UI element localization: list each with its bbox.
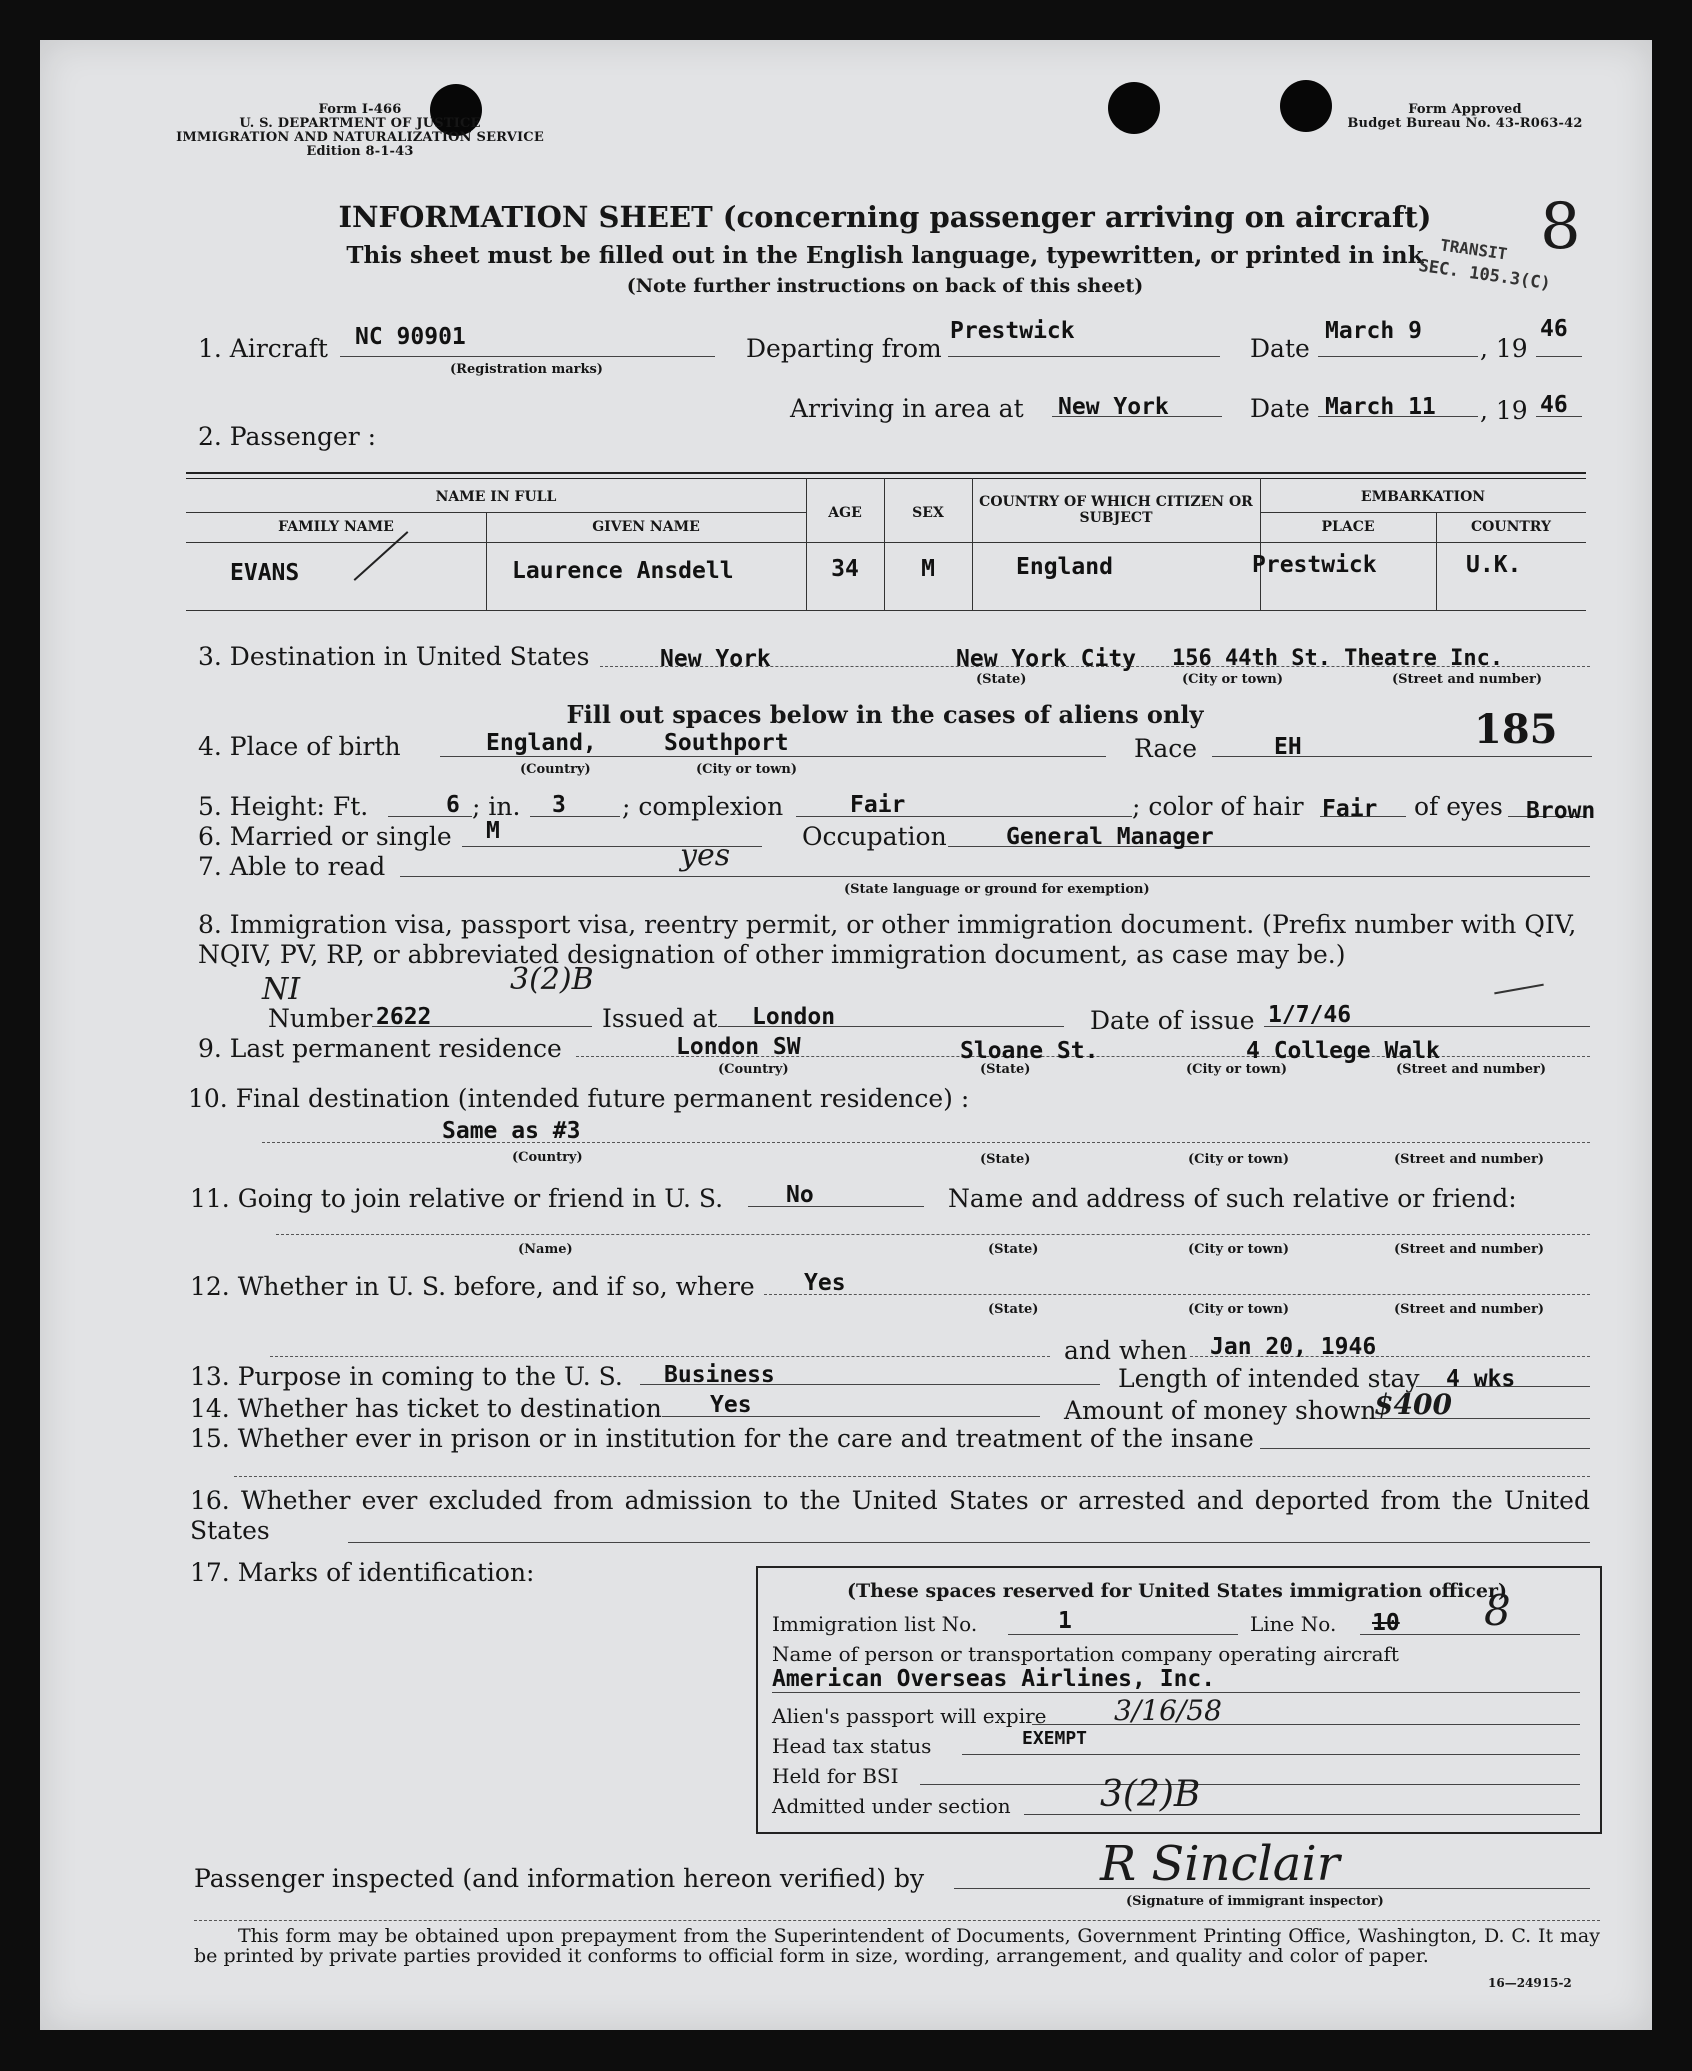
arrival-date-label: Date [1250, 394, 1310, 423]
relative-sub-state: (State) [988, 1242, 1039, 1257]
read-value[interactable]: yes [680, 838, 731, 873]
arrival-date[interactable]: March 11 [1325, 394, 1436, 420]
height-in-label: ; in. [472, 792, 521, 821]
prison-label: 15. Whether ever in prison or in institution for the care and treatment of the insane [190, 1424, 1254, 1453]
final-sub-street: (Street and number) [1394, 1152, 1544, 1167]
company-label: Name of person or transportation company operating aircraft [772, 1642, 1399, 1666]
name-in-full-header: NAME IN FULL [435, 489, 557, 505]
final-sub-city: (City or town) [1188, 1152, 1290, 1167]
aircraft-label: 1. Aircraft [198, 334, 328, 363]
given-name[interactable]: Laurence Ansdell [512, 558, 734, 584]
issue-date-label: Date of issue [1090, 1006, 1255, 1035]
aircraft-value[interactable]: NC 90901 [355, 324, 466, 350]
officer-title: (These spaces reserved for United States immigration officer) [847, 1580, 1507, 1602]
when-value[interactable]: Jan 20, 1946 [1210, 1334, 1377, 1360]
edition: Edition 8-1-43 [306, 144, 414, 159]
height-label: 5. Height: Ft. [198, 792, 369, 821]
age[interactable]: 34 [831, 556, 859, 582]
list-value[interactable]: 1 [1058, 1608, 1072, 1634]
form-approved: Form Approved [1408, 102, 1522, 117]
marks-label: 17. Marks of identification: [190, 1558, 535, 1587]
year-prefix: , 19 [1480, 334, 1528, 363]
tax-label: Head tax status [772, 1734, 932, 1758]
purpose-label: 13. Purpose in coming to the U. S. [190, 1362, 623, 1391]
given-name-header: GIVEN NAME [592, 519, 700, 535]
line-value[interactable]: 8 [1484, 1586, 1511, 1635]
visa-label: 8. Immigration visa, passport visa, reentry permit, or other immigration document. (Prefix number with QIV, NQIV, PV, RP, or abbreviated designation of other immigration document, as case may be.) [198, 910, 1577, 969]
visa-prefix: NI [262, 972, 301, 1007]
money-label: Amount of money shown [1064, 1396, 1377, 1425]
married-label: 6. Married or single [198, 822, 452, 851]
height-in[interactable]: 3 [552, 792, 566, 818]
citizen-of[interactable]: England [1016, 554, 1113, 580]
arriving-value[interactable]: New York [1058, 394, 1169, 420]
when-label: and when [1064, 1336, 1188, 1365]
sub-city: (City or town) [1182, 672, 1284, 687]
tax-value[interactable]: EXEMPT [1022, 1728, 1088, 1749]
registration-sublabel: (Registration marks) [450, 362, 603, 377]
passenger-label: 2. Passenger : [198, 422, 377, 451]
footer-code: 16—24915-2 [1488, 1976, 1572, 1990]
destination-label: 3. Destination in United States [198, 642, 590, 671]
residence-label: 9. Last permanent residence [198, 1034, 562, 1063]
issued-at[interactable]: London [752, 1004, 836, 1030]
bsi-label: Held for BSI [772, 1764, 899, 1788]
read-sub: (State language or ground for exemption) [844, 882, 1150, 897]
section-stamp: SEC. 105.3(C) [1417, 255, 1552, 295]
transit-stamp: TRANSIT [1439, 235, 1509, 264]
departing-value[interactable]: Prestwick [950, 318, 1075, 344]
race-value[interactable]: EH [1274, 734, 1302, 760]
residence-state[interactable]: Sloane St. [960, 1038, 1099, 1064]
final-destination-label: 10. Final destination (intended future permanent residence) : [188, 1084, 970, 1113]
residence-sub-country: (Country) [718, 1062, 789, 1077]
occupation[interactable]: General Manager [1006, 824, 1214, 850]
arrival-year-prefix: , 19 [1480, 396, 1528, 425]
birth-sub-country: (Country) [520, 762, 591, 777]
admitted-label: Admitted under section [772, 1794, 1011, 1818]
passport-value[interactable]: 3/16/58 [1114, 1694, 1222, 1727]
footer-text: This form may be obtained upon prepayment from the Superintendent of Documents, Government Printing Office, Washington, D. C. It may be printed by private parties provided it conforms to official form in size, wording, arrangement, and quality and color of paper. [194, 1925, 1600, 1967]
us-before-label: 12. Whether in U. S. before, and if so, where [190, 1272, 755, 1301]
birth-city[interactable]: Southport [664, 730, 789, 756]
visa-section: 3(2)B [510, 962, 594, 997]
eyes[interactable]: Brown [1526, 798, 1596, 824]
citizen-header: COUNTRY OF WHICH CITIZEN OR SUBJECT [979, 494, 1253, 526]
company-value[interactable]: American Overseas Airlines, Inc. [772, 1666, 1216, 1692]
relative-name-label: Name and address of such relative or friend: [948, 1184, 1517, 1213]
sub-street: (Street and number) [1392, 672, 1542, 687]
ticket-value[interactable]: Yes [710, 1392, 752, 1418]
relative-sub-name: (Name) [518, 1242, 573, 1257]
visa-number-label: Number [268, 1004, 373, 1033]
race-code: 185 [1474, 706, 1558, 753]
form-note: (Note further instructions on back of this sheet) [626, 275, 1144, 297]
birth-label: 4. Place of birth [198, 732, 401, 761]
join-relative-value[interactable]: No [786, 1182, 814, 1208]
eyes-label: of eyes [1414, 792, 1503, 821]
issued-label: Issued at [602, 1004, 718, 1033]
join-relative-label: 11. Going to join relative or friend in U. S. [190, 1184, 724, 1213]
relative-sub-street: (Street and number) [1394, 1242, 1544, 1257]
married-value[interactable]: M [486, 818, 500, 844]
final-destination-value[interactable]: Same as #3 [442, 1118, 581, 1144]
destination-city[interactable]: New York City [956, 646, 1137, 672]
residence-country[interactable]: London SW [676, 1034, 801, 1060]
relative-sub-city: (City or town) [1188, 1242, 1290, 1257]
destination-state[interactable]: New York [660, 646, 771, 672]
list-label: Immigration list No. [772, 1612, 978, 1636]
department: U. S. DEPARTMENT OF JUSTICE [239, 116, 481, 131]
complexion[interactable]: Fair [850, 792, 906, 818]
issue-date[interactable]: 1/7/46 [1268, 1002, 1352, 1028]
embark-country[interactable]: U.K. [1466, 552, 1522, 578]
form-subtitle: This sheet must be filled out in the English language, typewritten, or printed in ink [346, 242, 1424, 269]
service: IMMIGRATION AND NATURALIZATION SERVICE [176, 130, 544, 145]
signature-sub: (Signature of immigrant inspector) [1126, 1894, 1384, 1909]
passport-label: Alien's passport will expire [772, 1704, 1047, 1728]
us-before-value[interactable]: Yes [804, 1270, 846, 1296]
line-struck: 10 [1372, 1610, 1400, 1636]
circled-number: 8 [1540, 190, 1581, 264]
hair-label: ; color of hair [1132, 792, 1304, 821]
sex-header: SEX [912, 505, 944, 521]
final-sub-state: (State) [980, 1152, 1031, 1167]
family-name[interactable]: EVANS [230, 560, 300, 586]
budget-bureau: Budget Bureau No. 43-R063-42 [1347, 116, 1583, 131]
occupation-label: Occupation [802, 822, 947, 851]
inspector-signature: R Sinclair [1100, 1836, 1340, 1892]
aliens-heading: Fill out spaces below in the cases of aliens only [566, 700, 1204, 729]
birth-sub-city: (City or town) [696, 762, 798, 777]
us-sub-street: (Street and number) [1394, 1302, 1544, 1317]
ticket-label: 14. Whether has ticket to destination [190, 1394, 662, 1423]
embarkation-header: EMBARKATION [1360, 489, 1486, 505]
departure-date[interactable]: March 9 [1325, 318, 1422, 344]
height-ft[interactable]: 6 [446, 792, 460, 818]
arriving-label: Arriving in area at [790, 394, 1024, 423]
us-sub-city: (City or town) [1188, 1302, 1290, 1317]
residence-sub-city: (City or town) [1186, 1062, 1288, 1077]
age-header: AGE [828, 505, 862, 521]
us-sub-state: (State) [988, 1302, 1039, 1317]
complexion-label: ; complexion [622, 792, 784, 821]
punch-hole [1280, 80, 1332, 132]
destination-street[interactable]: 156 44th St. Theatre Inc. [1172, 646, 1504, 671]
arrival-year[interactable]: 46 [1540, 392, 1568, 418]
punch-hole [1108, 82, 1160, 134]
sub-state: (State) [976, 672, 1027, 687]
purpose-value[interactable]: Business [664, 1362, 775, 1388]
race-label: Race [1134, 734, 1198, 763]
departing-label: Departing from [746, 334, 942, 363]
inspection-label: Passenger inspected (and information hereon verified) by [194, 1864, 925, 1893]
birth-country[interactable]: England, [486, 730, 597, 756]
residence-sub-state: (State) [980, 1062, 1031, 1077]
country-header: COUNTRY [1471, 519, 1551, 535]
family-name-header: FAMILY NAME [278, 519, 394, 535]
embark-place[interactable]: Prestwick [1252, 552, 1377, 578]
money-value[interactable]: $400 [1374, 1388, 1452, 1421]
place-header: PLACE [1321, 519, 1375, 535]
visa-number[interactable]: 2622 [376, 1004, 432, 1030]
excluded-label: 16. Whether ever excluded from admission to the United States or arrested and deported from the United States [190, 1486, 1590, 1545]
departure-year[interactable]: 46 [1540, 316, 1568, 342]
final-sub-country: (Country) [512, 1150, 583, 1165]
stay-label: Length of intended stay [1118, 1364, 1420, 1393]
admitted-value[interactable]: 3(2)B [1100, 1774, 1201, 1815]
sex[interactable]: M [921, 556, 935, 582]
read-label: 7. Able to read [198, 852, 386, 881]
form-title: INFORMATION SHEET (concerning passenger arriving on aircraft) [338, 200, 1432, 234]
hair[interactable]: Fair [1322, 796, 1378, 822]
line-label: Line No. [1250, 1612, 1337, 1636]
residence-street[interactable]: 4 College Walk [1246, 1038, 1440, 1064]
residence-sub-street: (Street and number) [1396, 1062, 1546, 1077]
form-number: Form I-466 [318, 102, 402, 117]
stay-value[interactable]: 4 wks [1446, 1366, 1516, 1392]
date-label: Date [1250, 334, 1310, 363]
